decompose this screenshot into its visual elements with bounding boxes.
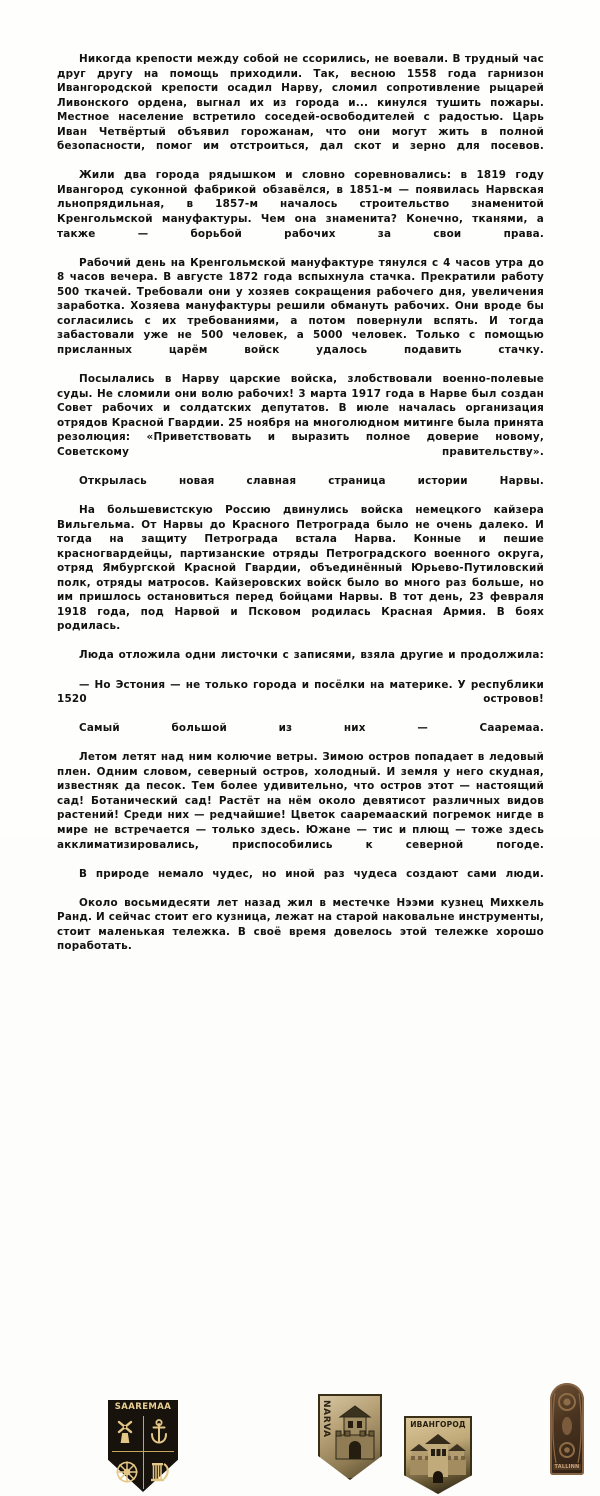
badge-narva xyxy=(318,1394,382,1480)
paragraph: Открылась новая славная страница истории Нарвы. xyxy=(79,474,544,487)
badge-tallinn xyxy=(550,1383,584,1475)
badge-saaremaa-label: SAAREMAA xyxy=(114,1402,172,1412)
quadrant-divider-horizontal xyxy=(112,1451,174,1452)
shield-quadrants xyxy=(112,1416,174,1490)
ornamental-relief-icon xyxy=(550,1383,584,1475)
paragraph: — Но Эстония — не только города и посёлки на материке. У республики 1520 островов! xyxy=(57,678,544,706)
paragraph: Жили два города рядышком и словно соревновались: в 1819 году Ивангород суконной фабрикой обзавёлся, в 1851-м — появилась Нарвская льнопрядильная, в 1857-м началось строительство знаменитой Кренгольмской мануфактуры. Чем она знаменита? Конечно, тканями, а также — борьбой рабочих за свои права. xyxy=(57,169,544,240)
windmill-icon xyxy=(112,1416,141,1449)
paragraph: На большевистскую Россию двинулись войска немецкого кайзера Вильгельма. От Нарвы до Красного Петрограда было не очень далеко. И тогда на защиту Петрограда встала Нарва. Конные и пешие красногвардейцы, партизанские отряды Петроградского военного округа, отряд Ямбургской Красной Гвардии, объединённый Юрьево-Путиловский полк, отряды матросов. Кайзеровских войск было во много раз больше, но им пришлось остановиться перед бойцами Нарвы. В тот день, 23 февраля 1918 года, под Нарвой и Псковом родилась Красная Армия. В боях родилась. xyxy=(57,503,544,633)
paragraph: Никогда крепости между собой не ссорились, не воевали. В трудный час друг другу на помощь приходили. Так, весною 1558 года гарнизон Ивангородской крепости осадил Нарву, сломил сопротивление рыцарей Ливонского ордена, выгнал их из города и... кинулся тушить пожары. Местное население встретило соседей-освободителей с радостью. Царь Иван Четвёртый объявил горожанам, что они могут жить в полной безопасности, помог им отстроиться, дал скот и зерно для посевов. xyxy=(57,53,544,153)
badge-tallinn-label: TALLINN xyxy=(554,1464,580,1470)
paragraph: Люда отложила одни листочки с записями, взяла другие и продолжила: xyxy=(79,649,544,662)
paragraph: Рабочий день на Кренгольмской мануфактуре тянулся с 4 часов утра до 8 часов вечера. В августе 1872 года вспыхнула стачка. Прекратили работу 500 ткачей. Требовали они у хозяев сокращения рабочего дня, увеличения заработка. Хозяева мануфактуры решили обмануть рабочих. Они вроде бы согласились с их требованиями, а потом повернули вспять. И тогда забастовали уже не 500 человек, а 5000 человек. Только с помощью присланных царём войск удалось подавить стачку. xyxy=(57,256,544,356)
page-text-column xyxy=(57,52,544,968)
paragraph: Посылались в Нарву царские войска, злобствовали военно-полевые суды. Не сломили они волю рабочих! 3 марта 1917 года в Нарве был создан Совет рабочих и солдатских депутатов. В июле началась организация отрядов Красной Гвардии. 25 ноября на многолюдном митинге была принята резолюция: «Приветствовать и выразить полное доверие новому, Советскому правительству». xyxy=(57,373,544,458)
paragraph: Около восьмидесяти лет назад жил в местечке Нээми кузнец Михкель Ранд. И сейчас стоит его кузница, лежат на старой наковальне инструменты, стоит маленькая тележка. В своё время довелось этой тележке хорошо поработать. xyxy=(57,896,544,953)
badge-narva-label: NARVA xyxy=(321,1400,331,1438)
badge-ivangorod xyxy=(404,1416,472,1494)
anchor-icon xyxy=(145,1416,174,1449)
paragraph: В природе немало чудес, но иной раз чудеса создают сами люди. xyxy=(79,867,544,880)
badge-ivangorod-label: ИВАНГОРОД xyxy=(410,1420,466,1429)
castle-tower-icon xyxy=(332,1401,378,1463)
quadrant-divider-vertical xyxy=(143,1416,144,1489)
ships-wheel-icon xyxy=(112,1456,141,1489)
paragraph: Летом летят над ним колючие ветры. Зимою остров попадает в ледовый плен. Одним словом, северный остров, холодный. И земля у него скудная, известняк да песок. Тем более удивительно, что остров этот — настоящий сад! Ботанический сад! Растёт на нём около девятисот различных видов растений! Среди них — редчайшие! Цветок сааремааский погремок нигде в мире не встречается — только здесь. Южане — тис и плющ — тоже здесь акклиматизировались, приспособились к северной погоде. xyxy=(57,751,544,851)
badge-saaremaa xyxy=(104,1396,182,1496)
paragraph: Самый большой из них — Сааремаа. xyxy=(79,722,544,735)
harp-icon xyxy=(145,1456,174,1489)
fortress-towers-icon xyxy=(408,1431,468,1489)
